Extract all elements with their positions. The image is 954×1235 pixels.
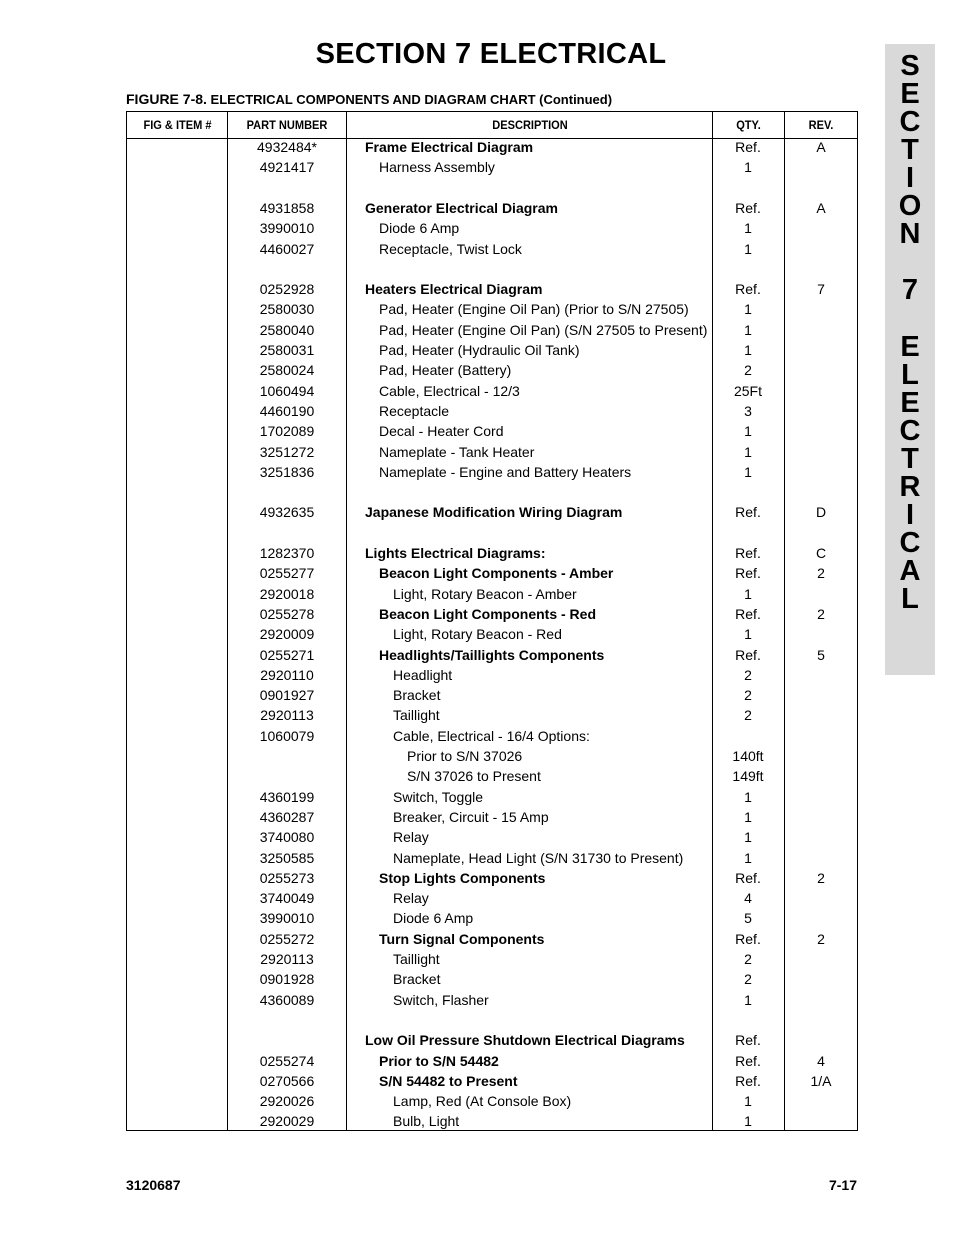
description-cell: Prior to S/N 37026 [407,748,523,764]
side-tab-letter: I [905,498,915,531]
qty-cell: 1 [744,443,752,460]
figure-caption [126,91,612,107]
rev-cell: 2 [817,605,825,622]
table-row [127,584,857,604]
qty-cell: 2 [744,362,752,379]
description-cell: Receptacle [379,402,450,419]
header-part-number: PART NUMBER [246,118,328,132]
qty-cell: Ref. [735,646,761,663]
side-tab-letter: T [901,134,919,167]
rev-cell: 4 [817,1052,825,1069]
qty-cell: 2 [744,707,752,724]
table-row [127,807,857,827]
table-row [127,726,857,746]
qty-cell: Ref. [735,199,761,216]
qty-cell: 5 [744,910,752,927]
table-row [127,259,857,279]
part-number-cell: 0255278 [259,605,315,622]
qty-cell: 1 [744,1093,752,1110]
description-cell: Relay [393,829,429,846]
table-row [127,827,857,847]
part-number-cell: 2580030 [259,301,315,318]
part-number-cell: 3990010 [259,220,315,237]
part-number-cell: 2920113 [260,707,314,724]
description-cell: Bulb, Light [393,1113,460,1130]
description-cell: Bracket [393,971,441,988]
description-cell: Light, Rotary Beacon - Amber [393,585,577,602]
part-number-cell: 2920029 [259,1113,315,1130]
table-row [127,299,857,319]
rev-cell: A [816,199,826,216]
table-row [127,685,857,705]
table-row [127,929,857,949]
table-row [127,421,857,441]
qty-cell: 2 [744,951,752,967]
side-tab-letter: E [900,78,920,111]
part-number-cell: 4460190 [259,402,315,419]
table-row [127,1111,857,1131]
table-row [127,705,857,725]
table-row [127,401,857,421]
table-row [127,665,857,685]
part-number-cell: 0255271 [259,646,315,663]
table-row [127,543,857,563]
description-cell: Headlights/Taillights Components [379,646,605,663]
part-number-cell: 2580040 [259,321,315,338]
part-number-cell: 3990010 [259,910,315,927]
table-row [127,320,857,340]
part-number-cell: 3740080 [259,829,315,846]
qty-cell: Ref. [735,504,761,521]
part-number-cell: 0255274 [259,1052,315,1069]
part-number-cell: 2920026 [259,1093,315,1110]
part-number-cell: 0255273 [259,869,315,886]
rev-cell: 2 [817,565,825,582]
table-row [127,1091,857,1111]
side-tab-letter: A [899,554,921,587]
side-tab-letter: T [901,442,919,475]
side-tab-letter: R [899,470,921,503]
qty-cell: 1 [744,808,752,825]
part-number-cell: 4360089 [259,991,315,1008]
table-row [127,157,857,177]
table-row [127,1010,857,1030]
table-row [127,381,857,401]
qty-cell: 149ft [732,768,764,785]
table-row [127,624,857,644]
description-cell: Nameplate, Head Light (S/N 31730 to Present) [393,849,684,866]
description-cell: Taillight [393,707,440,724]
side-tab-letter: E [900,330,920,363]
part-number-cell: 1060494 [259,382,315,399]
qty-cell: 1 [744,463,752,480]
description-cell: Lamp, Red (At Console Box) [393,1093,572,1110]
description-cell: Light, Rotary Beacon - Red [393,626,562,643]
part-number-cell: 4931858 [259,199,315,216]
qty-cell: 1 [744,788,752,805]
description-cell: S/N 54482 to Present [379,1072,518,1089]
doc-number: 3120687 [126,1177,181,1193]
table-row [127,604,857,624]
description-cell: Cable, Electrical - 16/4 Options: [393,727,590,744]
description-cell: Breaker, Circuit - 15 Amp [393,808,549,825]
part-number-cell: 0270566 [259,1072,315,1089]
part-number-cell: 4360199 [259,788,315,805]
table-row [127,908,857,928]
part-number-cell: 2920009 [259,626,315,643]
description-cell: Pad, Heater (Battery) [379,362,512,379]
table-row [127,990,857,1010]
part-number-cell: 0252928 [259,281,315,298]
section-side-tab [885,44,935,675]
description-cell: Diode 6 Amp [379,220,460,237]
part-number-cell: 2920018 [259,585,315,602]
table-row [127,868,857,888]
description-cell: Pad, Heater (Hydraulic Oil Tank) [379,342,580,358]
table-row [127,360,857,380]
table-row [127,787,857,807]
part-number-cell: 1702089 [259,423,315,440]
description-cell: Cable, Electrical - 12/3 [379,382,520,399]
qty-cell: Ref. [735,1072,761,1089]
side-tab-letter: C [899,414,921,447]
table-header-row [127,112,857,139]
side-tab-letter: L [901,582,919,615]
description-cell: Headlight [393,666,453,683]
part-number-cell: 4460027 [259,240,315,257]
side-tab-letter: E [900,386,920,419]
part-number-cell: 0255272 [259,930,315,947]
figure-label: FIGURE 7-8. [126,91,207,107]
part-number-cell: 3740049 [259,890,315,907]
description-cell: Switch, Flasher [393,991,489,1008]
part-number-cell: 1282370 [259,545,315,561]
description-cell: Beacon Light Components - Red [379,605,596,622]
part-number-cell: 3251272 [259,443,315,460]
side-tab-letter: O [898,190,922,223]
qty-cell: 25Ft [733,382,762,399]
part-number-cell: 2920110 [260,666,314,683]
rev-cell: 1/A [810,1072,832,1089]
qty-cell: 1 [744,301,752,318]
header-rev: REV. [808,118,834,132]
qty-cell: 2 [744,687,752,704]
description-cell: Diode 6 Amp [393,910,474,927]
qty-cell: 1 [744,991,752,1008]
table-row [127,462,857,482]
table-row [127,746,857,766]
qty-cell: 1 [744,626,752,643]
description-cell: Low Oil Pressure Shutdown Electrical Diagrams [365,1032,685,1049]
side-tab-letter: S [900,50,920,82]
qty-cell: 4 [744,890,752,907]
rev-cell: 2 [817,869,825,886]
part-number-cell: 0255277 [259,565,315,582]
rev-cell: D [815,504,827,521]
description-cell: Lights Electrical Diagrams: [365,545,546,561]
description-cell: Nameplate - Engine and Battery Heaters [379,463,632,480]
table-row [127,137,857,157]
qty-cell: 1 [744,321,752,338]
rev-cell: A [816,139,826,155]
table-row [127,888,857,908]
side-tab-letter: I [905,162,915,195]
description-cell: Heaters Electrical Diagram [365,281,543,298]
side-tab-letter: 7 [901,274,919,307]
part-number-cell: 2580024 [259,362,315,379]
qty-cell: Ref. [735,545,761,561]
table-row [127,279,857,299]
description-cell: Stop Lights Components [379,869,546,886]
qty-cell: 140ft [732,748,764,764]
description-cell: Pad, Heater (Engine Oil Pan) (Prior to S/N 27505) [379,301,689,318]
part-number-cell: 2580031 [259,342,315,358]
table-row [127,766,857,786]
rev-cell: C [815,545,827,561]
description-cell: Prior to S/N 54482 [379,1052,499,1069]
side-tab-letter: L [901,358,919,391]
qty-cell: Ref. [735,565,761,582]
description-cell: Decal - Heater Cord [379,423,504,440]
rev-cell: 5 [817,646,825,663]
qty-cell: 1 [744,220,752,237]
qty-cell: 1 [744,849,752,866]
qty-cell: Ref. [735,605,761,622]
table-row [127,848,857,868]
table-row [127,502,857,522]
part-number-cell: 4932635 [259,504,315,521]
qty-cell: 1 [744,423,752,440]
description-cell: Japanese Modification Wiring Diagram [365,504,623,521]
description-cell: Pad, Heater (Engine Oil Pan) (S/N 27505 to Present) [379,321,708,338]
part-number-cell: 4921417 [259,159,315,176]
qty-cell: 1 [744,159,752,176]
table-row [127,1030,857,1050]
table-row [127,239,857,259]
table-row [127,218,857,238]
part-number-cell: 4932484* [257,139,317,155]
table-row [127,1071,857,1091]
table-row [127,340,857,360]
header-qty: QTY. [736,118,761,132]
table-row [127,442,857,462]
qty-cell: 1 [744,342,752,358]
description-cell: Receptacle, Twist Lock [379,240,522,257]
part-number-cell: 2920113 [260,951,314,967]
table-row [127,482,857,502]
part-number-cell: 3250585 [259,849,315,866]
qty-cell: 3 [744,402,752,419]
qty-cell: Ref. [735,1052,761,1069]
table-row [127,198,857,218]
description-cell: S/N 37026 to Present [407,768,541,785]
qty-cell: 2 [744,666,752,683]
description-cell: Relay [393,890,429,907]
rev-cell: 2 [817,930,825,947]
part-number-cell: 0901927 [259,687,315,704]
description-cell: Turn Signal Components [379,930,545,947]
side-tab-letter: C [899,106,921,139]
parts-table [126,111,858,1131]
table-row [127,178,857,198]
table-row [127,949,857,969]
page-number: 7-17 [828,1177,857,1193]
description-cell: Switch, Toggle [393,788,484,805]
header-fig-item: FIG & ITEM # [143,118,212,132]
part-number-cell: 3251836 [259,463,315,480]
qty-cell: 1 [744,240,752,257]
section-title: SECTION 7 ELECTRICAL [315,38,667,70]
table-row [127,523,857,543]
qty-cell: Ref. [735,869,761,886]
description-cell: Taillight [393,951,440,967]
qty-cell: Ref. [735,930,761,947]
qty-cell: Ref. [735,1032,761,1049]
figure-title: ELECTRICAL COMPONENTS AND DIAGRAM CHART (Continued) [210,92,613,107]
description-cell: Generator Electrical Diagram [365,199,558,216]
table-row [127,969,857,989]
qty-cell: 1 [744,1113,752,1130]
qty-cell: Ref. [735,139,761,155]
description-cell: Nameplate - Tank Heater [379,443,535,460]
table-row [127,563,857,583]
qty-cell: Ref. [735,281,761,298]
part-number-cell: 0901928 [259,971,315,988]
part-number-cell: 4360287 [259,808,315,825]
rev-cell: 7 [817,281,825,298]
qty-cell: 1 [744,585,752,602]
description-cell: Frame Electrical Diagram [365,139,534,155]
table-row [127,1051,857,1071]
table-row [127,645,857,665]
part-number-cell: 1060079 [259,727,315,744]
qty-cell: 2 [744,971,752,988]
description-cell: Bracket [393,687,441,704]
description-cell: Beacon Light Components - Amber [379,565,614,582]
description-cell: Harness Assembly [379,159,495,176]
side-tab-letter: C [899,526,921,559]
header-description: DESCRIPTION [492,118,568,132]
side-tab-letter: N [899,218,921,251]
qty-cell: 1 [744,829,752,846]
